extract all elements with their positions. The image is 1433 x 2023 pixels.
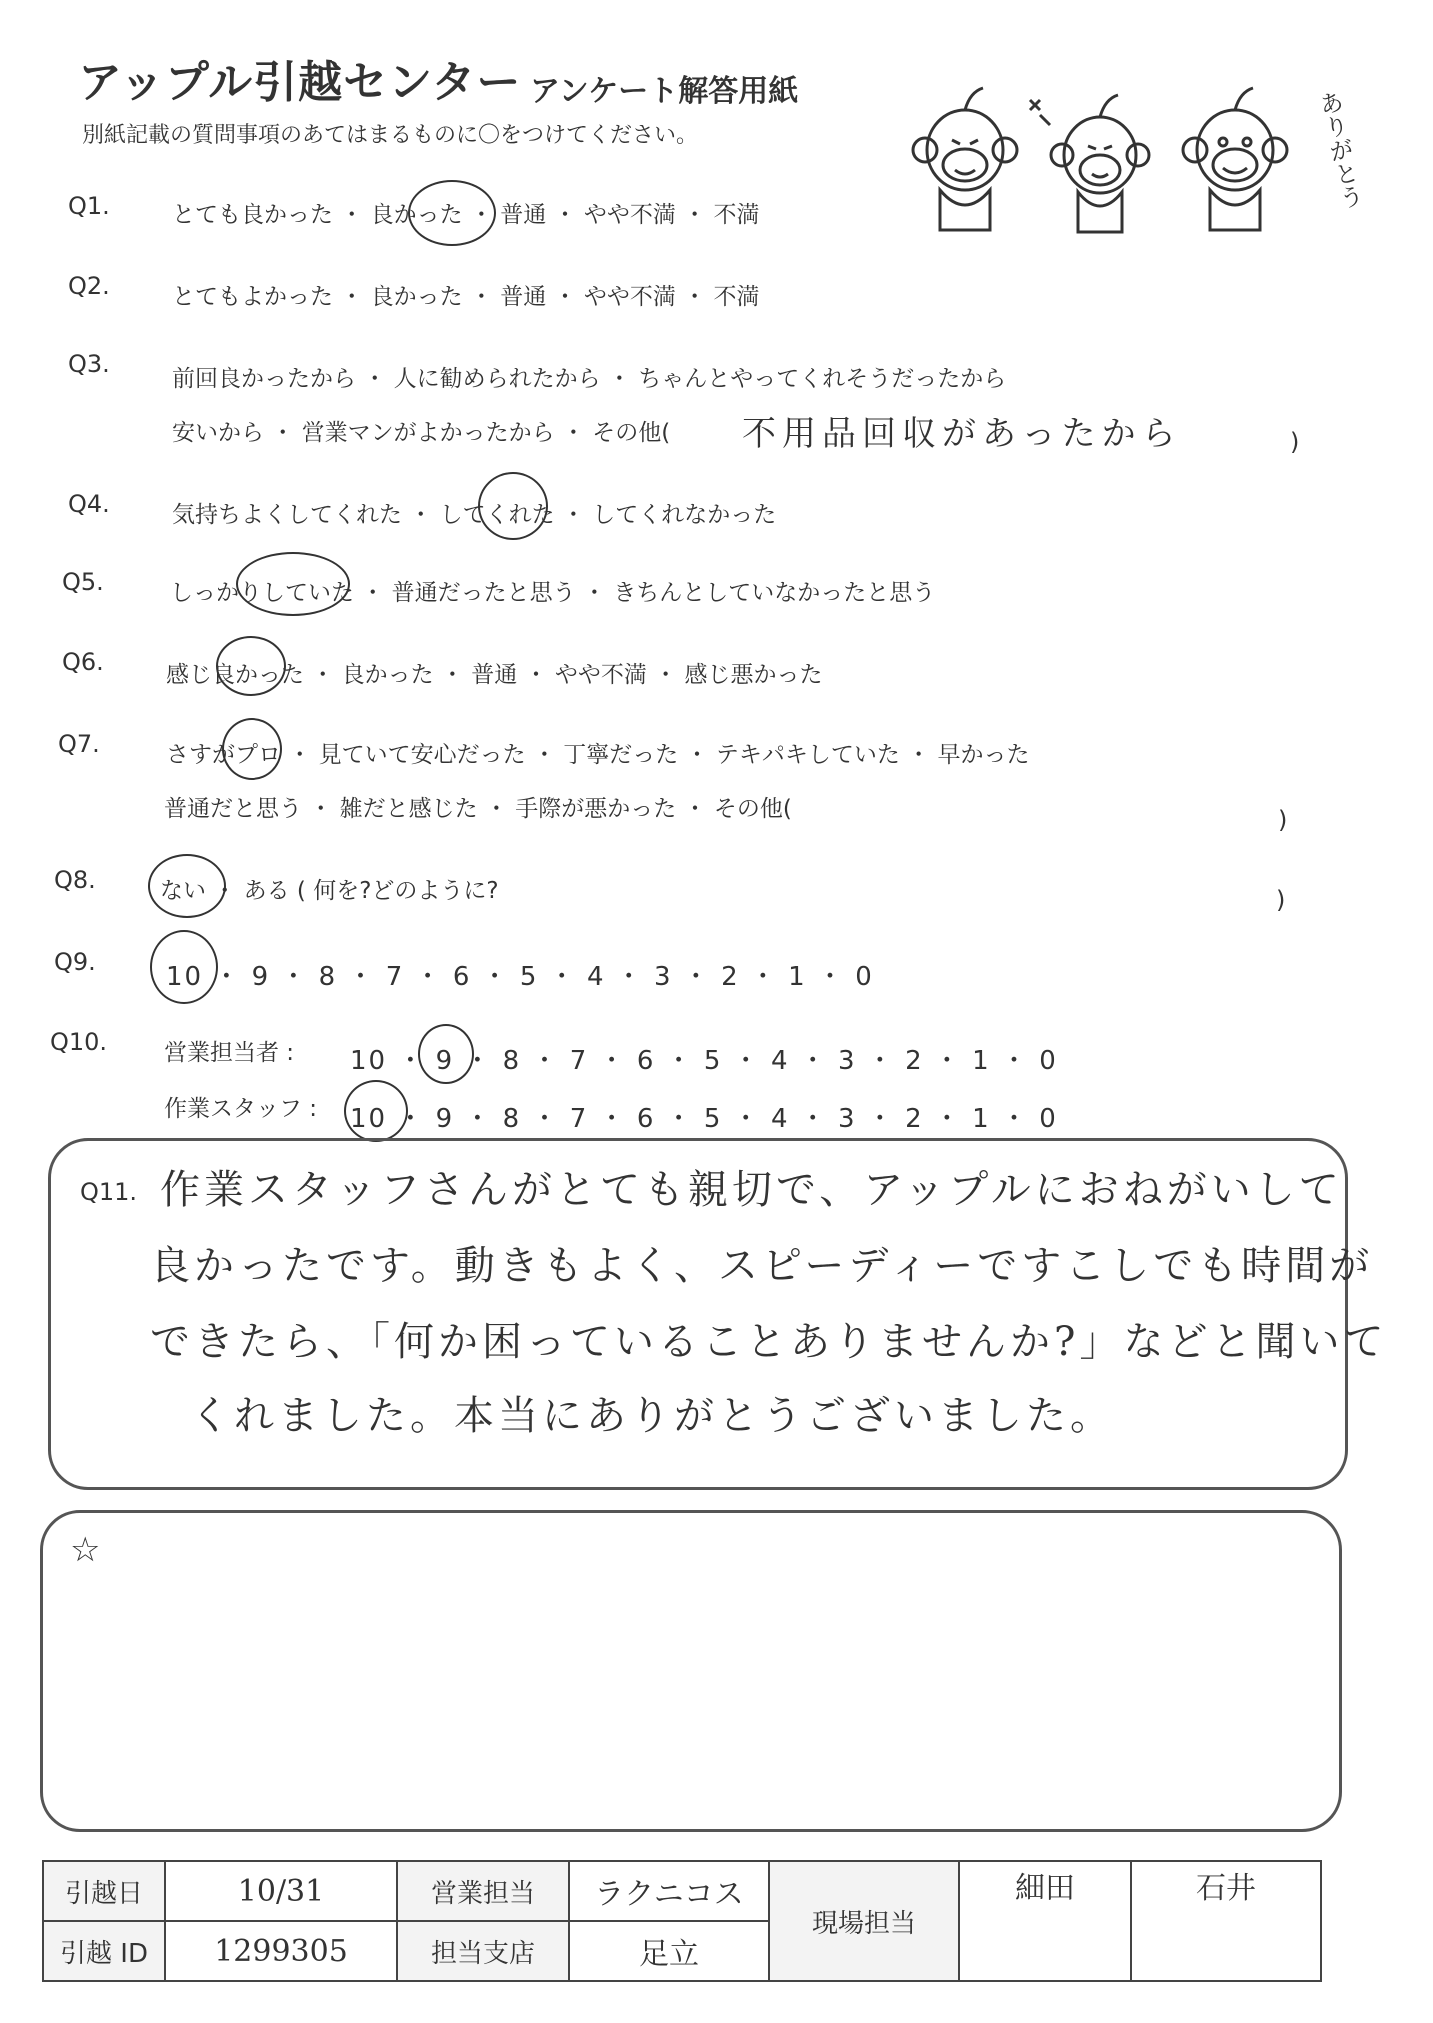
star-icon: ☆ xyxy=(70,1530,101,1570)
monkey-1-icon xyxy=(913,88,1017,230)
q11-comment-line-1: 作業スタッフさんがとても親切で、アップルにおねがいして xyxy=(160,1167,1343,1213)
form-subtitle: アンケート解答用紙 xyxy=(530,74,799,109)
q8-close-paren: ) xyxy=(1276,886,1286,914)
q3-options-line1[interactable]: 前回良かったから ・ 人に勧められたから ・ ちゃんとやってくれそうだったから xyxy=(172,366,1007,392)
q10-sales-selected-circle xyxy=(418,1024,474,1084)
q3-options-line2[interactable]: 安いから ・ 営業マンがよかったから ・ その他( xyxy=(172,420,671,446)
q7-options-line2[interactable]: 普通だと思う ・ 雑だと感じた ・ 手際が悪かった ・ その他( xyxy=(164,796,792,822)
q7-selected-circle xyxy=(222,718,282,780)
q8-selected-circle xyxy=(148,854,226,918)
q10-sales-scale[interactable]: 10 ・ 9 ・ 8 ・ 7 ・ 6 ・ 5 ・ 4 ・ 3 ・ 2 ・ 1 ・ 0 xyxy=(350,1046,1058,1076)
sales-rep-value: ラクニコス xyxy=(569,1861,769,1921)
move-id-label: 引越 ID xyxy=(43,1921,165,1981)
q5-label: Q5. xyxy=(62,568,104,596)
q6-options[interactable]: 感じ良かった ・ 良かった ・ 普通 ・ やや不満 ・ 感じ悪かった xyxy=(166,662,823,688)
q9-scale[interactable]: 10 ・ 9 ・ 8 ・ 7 ・ 6 ・ 5 ・ 4 ・ 3 ・ 2 ・ 1 ・ 0 xyxy=(166,962,874,992)
mascot-caption: ありがとう xyxy=(1312,88,1366,212)
q3-other-answer: 不用品回収があったから xyxy=(742,414,1182,454)
q9-selected-circle xyxy=(150,930,218,1004)
q11-comment-line-4: くれました。本当にありがとうございました。 xyxy=(190,1393,1114,1439)
instruction-text: 別紙記載の質問事項のあてはまるものに〇をつけてください。 xyxy=(82,123,699,148)
move-date-label: 引越日 xyxy=(43,1861,165,1921)
q5-selected-circle xyxy=(236,552,350,616)
q10-staff-scale[interactable]: 10 ・ 9 ・ 8 ・ 7 ・ 6 ・ 5 ・ 4 ・ 3 ・ 2 ・ 1 ・ 0 xyxy=(350,1104,1058,1134)
monkey-3-icon xyxy=(1183,88,1287,230)
q6-selected-circle xyxy=(216,636,286,696)
q10-sales-label: 営業担当者 : xyxy=(164,1040,295,1066)
q3-label: Q3. xyxy=(68,350,110,378)
q7-label: Q7. xyxy=(58,730,100,758)
q8-label: Q8. xyxy=(54,866,96,894)
q7-options-line1[interactable]: さすがプロ ・ 見ていて安心だった ・ 丁寧だった ・ テキパキしていた ・ 早かった xyxy=(166,742,1030,768)
footer-info-table xyxy=(42,1860,1322,1982)
q4-options[interactable]: 気持ちよくしてくれた ・ してくれた ・ してくれなかった xyxy=(172,502,777,528)
q10-staff-label: 作業スタッフ : xyxy=(164,1096,318,1122)
q10-label: Q10. xyxy=(50,1028,108,1056)
q5-options[interactable]: しっかりしていた ・ 普通だったと思う ・ きちんとしていなかったと思う xyxy=(170,580,936,606)
q11-label: Q11. xyxy=(80,1178,138,1206)
q6-label: Q6. xyxy=(62,648,104,676)
site-manager-1-value: 細田 xyxy=(959,1861,1131,1981)
q1-label: Q1. xyxy=(68,192,110,220)
branch-label: 担当支店 xyxy=(397,1921,569,1981)
q11-comment-line-2: 良かったです。動きもよく、スピーディーですこしでも時間が xyxy=(150,1243,1374,1289)
q3-close-paren: ) xyxy=(1290,428,1300,456)
branch-value: 足立 xyxy=(569,1921,769,1981)
form-title: アップル引越センター xyxy=(78,57,522,108)
q1-selected-circle xyxy=(408,180,496,246)
sales-rep-label: 営業担当 xyxy=(397,1861,569,1921)
mascot-monkeys-illustration xyxy=(900,60,1340,250)
q10-staff-selected-circle xyxy=(344,1080,408,1142)
q4-selected-circle xyxy=(478,472,548,540)
q2-label: Q2. xyxy=(68,272,110,300)
q4-label: Q4. xyxy=(68,490,110,518)
star-comment-box xyxy=(40,1510,1342,1832)
site-manager-2-value: 石井 xyxy=(1131,1861,1321,1981)
q8-options[interactable]: ない ・ ある ( 何を?どのように? xyxy=(160,878,499,904)
q11-comment-line-3: できたら、「何か困っていることありませんか?」などと聞いて xyxy=(150,1319,1388,1365)
q2-options[interactable]: とてもよかった ・ 良かった ・ 普通 ・ やや不満 ・ 不満 xyxy=(172,284,760,310)
q9-label: Q9. xyxy=(54,948,96,976)
move-id-value: 1299305 xyxy=(165,1921,397,1981)
move-date-value: 10/31 xyxy=(165,1861,397,1921)
q7-close-paren: ) xyxy=(1278,806,1288,834)
q1-options[interactable]: とても良かった ・ 良かった ・ 普通 ・ やや不満 ・ 不満 xyxy=(172,202,760,228)
site-manager-label: 現場担当 xyxy=(769,1861,959,1981)
monkey-2-icon xyxy=(1030,95,1149,232)
